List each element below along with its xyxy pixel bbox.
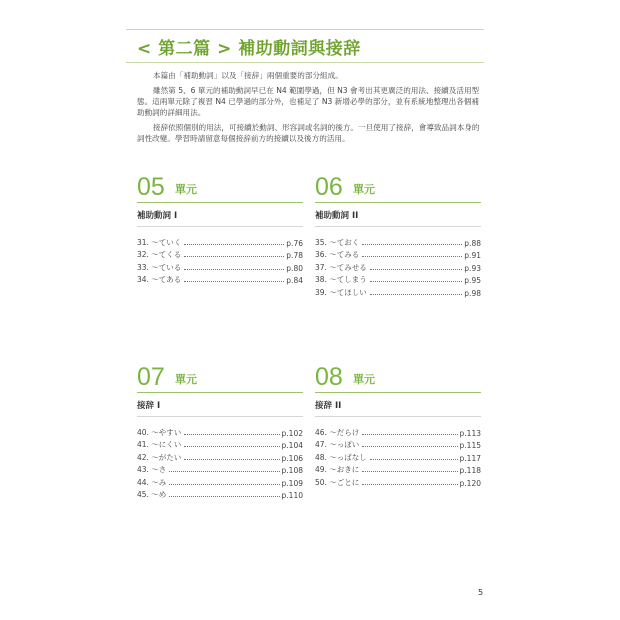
toc-item-page: p.113 [459, 428, 481, 438]
toc-item-page: p.110 [281, 491, 303, 500]
unit-heading [315, 170, 481, 200]
unit-divider [137, 202, 303, 203]
dot-leader [184, 434, 279, 435]
dot-leader [184, 446, 279, 447]
dot-leader [184, 256, 284, 257]
dot-leader [169, 471, 279, 472]
page-number: 5 [478, 588, 484, 597]
unit-heading [137, 170, 303, 200]
unit-subtitle: 補助動詞 II [315, 211, 359, 221]
toc-item[interactable] [137, 475, 303, 488]
unit-subdivider [315, 416, 481, 417]
toc-item-label: 34. ～てある [137, 275, 182, 284]
unit-subdivider [137, 416, 303, 417]
intro-paragraph: 本篇由「補助動詞」以及「接辞」兩個重要的部分組成。 [153, 71, 343, 80]
toc-item-label: 35. ～ておく [315, 237, 360, 247]
top-divider [126, 29, 484, 30]
toc-item[interactable] [137, 463, 303, 476]
toc-item[interactable] [315, 425, 481, 438]
dot-leader [370, 269, 462, 270]
unit-number: 05 [137, 173, 165, 201]
unit-05-block [137, 170, 303, 285]
toc-list [315, 425, 481, 488]
dot-leader [184, 244, 284, 245]
toc-item-page: p.95 [464, 276, 481, 285]
toc-item[interactable] [137, 235, 303, 248]
toc-list [137, 425, 303, 500]
toc-item[interactable] [137, 248, 303, 261]
toc-item-page: p.118 [459, 466, 481, 475]
toc-item-page: p.78 [286, 251, 303, 260]
toc-item-page: p.109 [281, 478, 303, 488]
toc-item[interactable] [315, 273, 481, 286]
toc-list [137, 235, 303, 285]
unit-word: 單元 [353, 183, 375, 196]
unit-07-block [137, 360, 303, 500]
toc-item[interactable] [315, 260, 481, 273]
toc-item-label: 39. ～てほしい [315, 287, 367, 297]
unit-number: 08 [315, 363, 343, 391]
unit-heading [315, 360, 481, 390]
toc-item-label: 49. ～おきに [315, 465, 360, 474]
dot-leader [362, 484, 457, 485]
toc-item-page: p.76 [286, 238, 303, 248]
toc-item-label: 38. ～てしまう [315, 275, 367, 284]
toc-item-page: p.117 [459, 453, 481, 463]
toc-item-label: 41. ～にくい [137, 440, 182, 449]
intro-paragraph: 雖然第 5、6 單元的補助動詞早已在 N4 範圍學過，但 N3 會考出其更廣泛的用法、接續及活用型態。這兩單元除了複習 N4 已學過的部分外，也補足了 N3 新增必學的部分，並有系統地整理出各個補助動詞的詳細用法。 [137, 86, 480, 117]
intro-paragraph: 接辞依照個別的用法，可接續於動詞、形容詞或名詞的後方。一旦使用了接辞，會導致品詞本身的詞性改變。學習時請留意每個接辞前方的接續以及後方的活用。 [137, 123, 480, 143]
toc-item-label: 31. ～ていく [137, 237, 182, 247]
unit-word: 單元 [175, 183, 197, 196]
toc-item-page: p.88 [464, 238, 481, 248]
unit-divider [137, 392, 303, 393]
toc-item[interactable] [137, 488, 303, 501]
dot-leader [362, 471, 457, 472]
toc-item-label: 46. ～だらけ [315, 427, 360, 437]
unit-subdivider [137, 226, 303, 227]
toc-item[interactable] [315, 450, 481, 463]
dot-leader [362, 256, 462, 257]
toc-item-label: 42. ～がたい [137, 452, 182, 462]
toc-item-label: 37. ～てみせる [315, 262, 367, 272]
toc-item-page: p.98 [464, 288, 481, 298]
toc-item-page: p.84 [286, 276, 303, 285]
unit-number: 07 [137, 363, 165, 391]
dot-leader [370, 294, 462, 295]
intro-text [137, 70, 482, 148]
toc-item-label: 47. ～っぽい [315, 440, 360, 449]
unit-subtitle: 補助動詞 I [137, 211, 178, 221]
toc-item-label: 32. ～てくる [137, 250, 182, 259]
unit-subtitle: 接辞 II [315, 401, 342, 411]
toc-item[interactable] [315, 285, 481, 298]
toc-item-label: 33. ～ている [137, 262, 182, 272]
toc-item-page: p.108 [281, 466, 303, 475]
toc-item-label: 44. ～み [137, 477, 167, 487]
toc-item-label: 50. ～ごとに [315, 477, 360, 487]
dot-leader [362, 244, 462, 245]
toc-item-page: p.102 [281, 428, 303, 438]
unit-word: 單元 [175, 373, 197, 386]
unit-heading [137, 360, 303, 390]
dot-leader [370, 281, 462, 282]
title-divider [126, 62, 484, 63]
dot-leader [370, 459, 458, 460]
toc-item[interactable] [315, 463, 481, 476]
toc-item[interactable] [137, 438, 303, 451]
dot-leader [184, 459, 279, 460]
unit-08-block [315, 360, 481, 488]
toc-item[interactable] [137, 260, 303, 273]
page-title: < 第二篇 > 補助動詞與接辞 [137, 39, 361, 59]
toc-item[interactable] [315, 438, 481, 451]
toc-item-page: p.93 [464, 263, 481, 273]
unit-word: 單元 [353, 373, 375, 386]
toc-item-label: 45. ～め [137, 490, 167, 499]
unit-06-block [315, 170, 481, 298]
unit-number: 06 [315, 173, 343, 201]
unit-divider [315, 392, 481, 393]
toc-item-label: 40. ～やすい [137, 427, 182, 437]
unit-subdivider [315, 226, 481, 227]
toc-item[interactable] [137, 450, 303, 463]
unit-divider [315, 202, 481, 203]
toc-item[interactable] [315, 475, 481, 488]
dot-leader [362, 434, 457, 435]
toc-list [315, 235, 481, 298]
toc-item-page: p.120 [459, 478, 481, 488]
toc-item[interactable] [137, 425, 303, 438]
toc-item-page: p.80 [286, 263, 303, 273]
toc-item-page: p.104 [281, 441, 303, 450]
dot-leader [169, 484, 279, 485]
unit-subtitle: 接辞 I [137, 401, 161, 411]
dot-leader [184, 281, 284, 282]
dot-leader [184, 269, 284, 270]
toc-item-page: p.91 [464, 251, 481, 260]
toc-item-page: p.115 [459, 441, 481, 450]
toc-item-label: 43. ～さ [137, 465, 167, 474]
toc-item[interactable] [315, 248, 481, 261]
toc-item-label: 48. ～っぱなし [315, 452, 367, 462]
toc-item-page: p.106 [281, 453, 303, 463]
dot-leader [362, 446, 457, 447]
dot-leader [169, 496, 279, 497]
toc-item[interactable] [315, 235, 481, 248]
toc-item[interactable] [137, 273, 303, 286]
toc-item-label: 36. ～てみる [315, 250, 360, 259]
